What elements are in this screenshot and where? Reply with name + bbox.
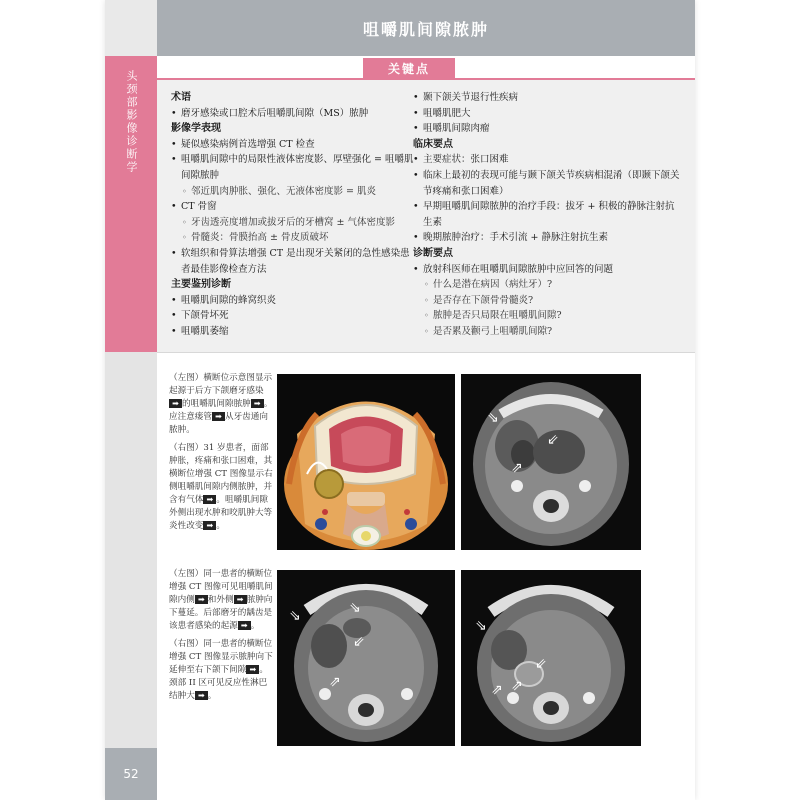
- terminology-item: • 磨牙感染或口腔术后咀嚼肌间隙（MS）脓肿: [171, 106, 419, 122]
- chapter-side-tab: [105, 56, 157, 352]
- svg-text:⇗: ⇗: [491, 682, 503, 698]
- diagnosis-heading: 诊断要点: [413, 247, 453, 259]
- svg-text:⇗: ⇗: [511, 678, 523, 694]
- terminology-heading: 术语: [171, 92, 191, 103]
- imaging-item: • 软组织和骨算法增强 CT 是出现牙关紧闭的急性感染患者最佳影像检查方法: [171, 246, 419, 277]
- ddx-item: • 咀嚼肌间隙的蜂窝织炎: [171, 293, 419, 309]
- arrow-icon: ➡: [195, 691, 208, 700]
- caption-bottom-right: （右图）同一患者的横断位增强 CT 图像显示脓肿向下延伸至右下颌下间隙 ➡ 。颈部 II 区可见反应性淋巴结肿大 ➡ 。: [169, 639, 273, 701]
- key-points-right-column: [413, 90, 683, 340]
- key-points-box: [157, 80, 695, 353]
- imaging-heading: 影像学表现: [171, 123, 221, 135]
- ct-scan-axial-3: [461, 570, 641, 746]
- diagnosis-subitem: ◦ 是否存在下颌骨骨髓炎?: [413, 293, 683, 309]
- arrow-icon: ➡: [195, 595, 208, 604]
- imaging-item: • CT 骨窗: [171, 199, 419, 215]
- ddx-item: • 咀嚼肌间隙肉瘤: [413, 121, 683, 137]
- arrow-icon: ➡: [238, 621, 251, 630]
- svg-text:⇘: ⇘: [349, 600, 361, 616]
- clinical-item: • 主要症状：张口困难: [413, 152, 683, 168]
- svg-text:⇘: ⇘: [289, 608, 301, 624]
- diagnosis-subitem: ◦ 是否累及颧弓上咀嚼肌间隙?: [413, 324, 683, 340]
- arrow-icon: ➡: [169, 399, 182, 408]
- keypoints-label: 关键点: [363, 58, 455, 78]
- diagnosis-item: • 放射科医师在咀嚼肌间隙脓肿中应回答的问题: [413, 262, 683, 278]
- axial-anatomy-illustration: [277, 374, 455, 550]
- arrow-icon: ➡: [234, 595, 247, 604]
- arrow-icon: ➡: [203, 495, 216, 504]
- svg-text:⇙: ⇙: [547, 432, 559, 448]
- ddx-heading: 主要鉴别诊断: [171, 279, 231, 291]
- ct-scan-axial-1: [461, 374, 641, 550]
- figure-captions-top: [169, 372, 273, 538]
- imaging-subitem: ◦ 邻近肌肉肿胀、强化、无液体密度影 = 肌炎: [171, 184, 419, 200]
- ddx-item: • 咀嚼肌肥大: [413, 106, 683, 122]
- ddx-item: • 颞下颌关节退行性疾病: [413, 90, 683, 106]
- key-points-left-column: [171, 90, 419, 340]
- caption-top-left: （左图）横断位示意图显示起源于后方下颌磨牙感染➡ 的咀嚼肌间隙脓肿 ➡ 。应注意瘘管 ➡ 从牙齿通向脓肿。: [169, 373, 273, 435]
- ct-scan-axial-2: [277, 570, 455, 746]
- arrow-icon: ➡: [246, 665, 259, 674]
- clinical-item: • 临床上最初的表现可能与颞下颌关节疾病相混淆（即颞下颌关节疼痛和张口困难）: [413, 168, 683, 199]
- book-page: [105, 0, 695, 800]
- figures-section: [157, 352, 695, 800]
- caption-top-right: （右图）31 岁患者，面部肿胀，疼痛和张口困难，其横断位增强 CT 图像显示右侧咀嚼肌间隙内侧脓肿，并含有气体 ➡ 。咀嚼肌间隙外侧出现水肿和咬肌肿大等炎性改变 ➡ 。: [169, 443, 273, 531]
- side-margin: [105, 352, 157, 800]
- arrow-icon: ➡: [203, 521, 216, 530]
- chapter-side-tab-label: 头颈部影像诊断学: [125, 70, 138, 174]
- corner-band: [105, 0, 157, 56]
- imaging-item: • 疑似感染病例首选增强 CT 检查: [171, 137, 419, 153]
- imaging-subitem: ◦ 骨髓炎：骨膜抬高 ± 骨皮质破坏: [171, 230, 419, 246]
- svg-text:⇙: ⇙: [535, 656, 547, 672]
- clinical-item: • 早期咀嚼肌间隙脓肿的治疗手段：拔牙 + 积极的静脉注射抗生素: [413, 199, 683, 230]
- ddx-item: • 下颌骨坏死: [171, 308, 419, 324]
- caption-bottom-left: （左图）同一患者的横断位增强 CT 图像可见咀嚼肌间隙内侧 ➡ 和外侧 ➡ 脓肿向下蔓延。后部磨牙的龋齿是该患者感染的起源 ➡ 。: [169, 569, 273, 631]
- svg-text:⇘: ⇘: [487, 410, 499, 426]
- figure-captions-bottom: [169, 568, 273, 708]
- page-number: 52: [105, 748, 157, 800]
- diagnosis-subitem: ◦ 什么是潜在病因（病灶牙）?: [413, 277, 683, 293]
- svg-text:⇘: ⇘: [475, 618, 487, 634]
- imaging-item: • 咀嚼肌间隙中的局限性液体密度影、厚壁强化 = 咀嚼肌间隙脓肿: [171, 152, 419, 183]
- ddx-item: • 咀嚼肌萎缩: [171, 324, 419, 340]
- arrow-icon: ➡: [251, 399, 264, 408]
- imaging-subitem: ◦ 牙齿透亮度增加或拔牙后的牙槽窝 ± 气体密度影: [171, 215, 419, 231]
- clinical-heading: 临床要点: [413, 138, 453, 150]
- svg-text:⇗: ⇗: [329, 674, 341, 690]
- svg-text:⇙: ⇙: [353, 634, 365, 650]
- keypoints-banner: [157, 58, 695, 80]
- arrow-icon: ➡: [212, 412, 225, 421]
- page-title: 咀嚼肌间隙脓肿: [157, 0, 695, 56]
- clinical-item: • 晚期脓肿治疗：手术引流 + 静脉注射抗生素: [413, 230, 683, 246]
- diagnosis-subitem: ◦ 脓肿是否只局限在咀嚼肌间隙?: [413, 308, 683, 324]
- svg-text:⇗: ⇗: [511, 460, 523, 476]
